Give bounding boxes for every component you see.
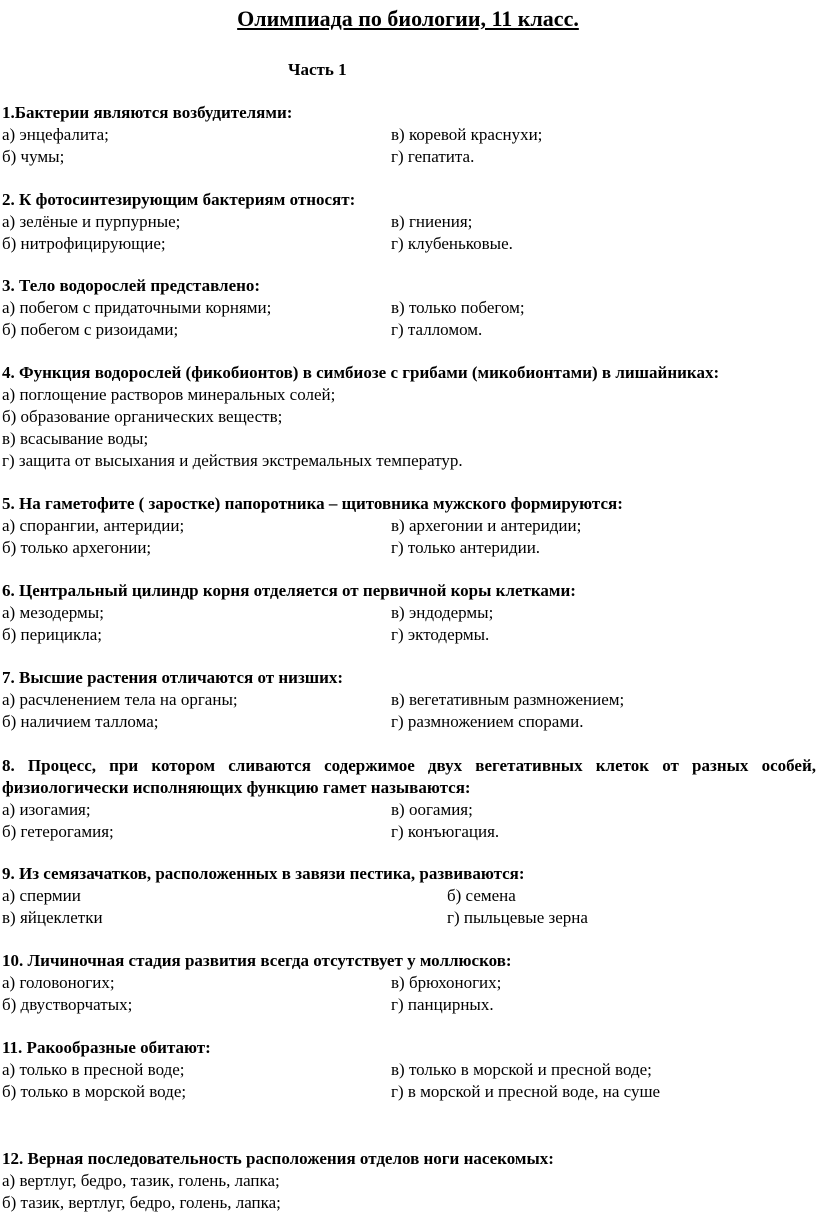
- question-8-option-b: б) гетерогамия;: [2, 822, 114, 841]
- question-1: [2, 102, 816, 168]
- question-9-option-v: в) яйцеклетки: [2, 908, 103, 927]
- question-6: [2, 580, 816, 646]
- question-7: [2, 667, 816, 733]
- question-6-text: 6. Центральный цилиндр корня отделяется от первичной коры клетками:: [2, 581, 576, 600]
- part-heading: Часть 1: [288, 60, 347, 79]
- question-8-option-g: г) конъюгация.: [391, 822, 500, 841]
- question-3-option-a: а) побегом с придаточными корнями;: [2, 298, 272, 317]
- question-5-option-b: б) только архегонии;: [2, 538, 152, 557]
- question-9: [2, 863, 816, 929]
- question-3: [2, 275, 816, 341]
- question-10: [2, 950, 816, 1016]
- question-10-text: 10. Личиночная стадия развития всегда отсутствует у моллюсков:: [2, 951, 512, 970]
- question-11-option-a: а) только в пресной воде;: [2, 1060, 185, 1079]
- question-11: [2, 1037, 816, 1103]
- question-8-option-a: а) изогамия;: [2, 800, 91, 819]
- question-7-option-g: г) размножением спорами.: [391, 712, 584, 731]
- question-7-text: 7. Высшие растения отличаются от низших:: [2, 668, 344, 687]
- question-6-option-v: в) эндодермы;: [391, 603, 494, 622]
- question-11-option-g: г) в морской и пресной воде, на суше: [391, 1082, 661, 1101]
- question-8-text: 8. Процесс, при котором сливаются содержимое двух вегетативных клеток от разных особей, физиологически исполняющих функцию гамет называются:: [2, 756, 816, 797]
- question-4: [2, 362, 816, 472]
- question-12-option-a: а) вертлуг, бедро, тазик, голень, лапка;: [2, 1171, 280, 1190]
- question-9-option-b: б) семена: [447, 886, 516, 905]
- question-2-option-g: г) клубеньковые.: [391, 234, 513, 253]
- question-3-option-b: б) побегом с ризоидами;: [2, 320, 179, 339]
- question-3-text: 3. Тело водорослей представлено:: [2, 276, 261, 295]
- question-12-option-b: б) тазик, вертлуг, бедро, голень, лапка;: [2, 1193, 281, 1212]
- question-5-text: 5. На гаметофите ( заростке) папоротника – щитовника мужского формируются:: [2, 494, 623, 513]
- question-11-option-b: б) только в морской воде;: [2, 1082, 187, 1101]
- question-2-option-a: а) зелёные и пурпурные;: [2, 212, 181, 231]
- question-3-option-g: г) талломом.: [391, 320, 483, 339]
- question-6-option-a: а) мезодермы;: [2, 603, 104, 622]
- question-10-option-v: в) брюхоногих;: [391, 973, 502, 992]
- question-10-option-g: г) панцирных.: [391, 995, 494, 1014]
- question-1-option-v: в) коревой краснухи;: [391, 125, 543, 144]
- question-4-text: 4. Функция водорослей (фикобионтов) в симбиозе с грибами (микобионтами) в лишайниках:: [2, 363, 720, 382]
- question-2-option-v: в) гниения;: [391, 212, 473, 231]
- question-10-option-b: б) двустворчатых;: [2, 995, 133, 1014]
- question-4-option-b: б) образование органических веществ;: [2, 407, 283, 426]
- question-6-option-b: б) перицикла;: [2, 625, 103, 644]
- question-9-text: 9. Из семязачатков, расположенных в завязи пестика, развиваются:: [2, 864, 525, 883]
- question-6-option-g: г) эктодермы.: [391, 625, 490, 644]
- question-12-text: 12. Верная последовательность расположения отделов ноги насекомых:: [2, 1149, 554, 1168]
- question-5: [2, 493, 816, 559]
- question-11-text: 11. Ракообразные обитают:: [2, 1038, 211, 1057]
- question-1-text: 1.Бактерии являются возбудителями:: [2, 103, 293, 122]
- question-3-option-v: в) только побегом;: [391, 298, 525, 317]
- question-10-option-a: а) головоногих;: [2, 973, 115, 992]
- question-5-option-v: в) архегонии и антеридии;: [391, 516, 582, 535]
- question-1-option-g: г) гепатита.: [391, 147, 475, 166]
- question-7-option-b: б) наличием таллома;: [2, 712, 159, 731]
- page-title: Олимпиада по биологии, 11 класс.: [237, 6, 579, 31]
- question-9-option-a: а) спермии: [2, 886, 81, 905]
- question-11-option-v: в) только в морской и пресной воде;: [391, 1060, 652, 1079]
- question-7-option-a: а) расчленением тела на органы;: [2, 690, 238, 709]
- question-2: [2, 189, 816, 255]
- question-5-option-a: а) спорангии, антеридии;: [2, 516, 185, 535]
- question-12: [2, 1148, 816, 1214]
- question-7-option-v: в) вегетативным размножением;: [391, 690, 625, 709]
- question-4-option-v: в) всасывание воды;: [2, 429, 149, 448]
- question-1-option-b: б) чумы;: [2, 147, 65, 166]
- question-2-option-b: б) нитрофицирующие;: [2, 234, 166, 253]
- question-2-text: 2. К фотосинтезирующим бактериям относят:: [2, 190, 356, 209]
- question-4-option-a: а) поглощение растворов минеральных солей;: [2, 385, 336, 404]
- question-5-option-g: г) только антеридии.: [391, 538, 541, 557]
- question-1-option-a: а) энцефалита;: [2, 125, 109, 144]
- question-9-option-g: г) пыльцевые зерна: [447, 908, 588, 927]
- question-8-option-v: в) оогамия;: [391, 800, 473, 819]
- question-8: [2, 755, 816, 843]
- question-4-option-g: г) защита от высыхания и действия экстремальных температур.: [2, 451, 463, 470]
